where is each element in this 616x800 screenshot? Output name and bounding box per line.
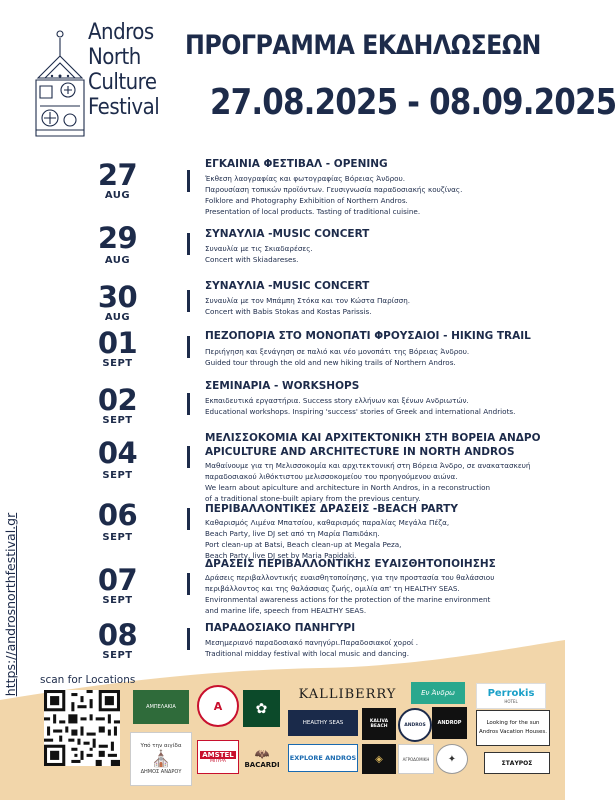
event-day: 07 xyxy=(97,563,138,597)
festival-name-line: Culture xyxy=(88,70,157,95)
event-line: and marine life, speech from HEALTHY SEAS. xyxy=(205,606,367,615)
festival-logo-icon xyxy=(30,18,88,138)
festival-name-line: Andros xyxy=(88,20,154,45)
qr-code-icon[interactable] xyxy=(44,690,120,766)
ev-andros-logo xyxy=(411,682,465,704)
event-month: SEPT xyxy=(102,358,133,369)
event-line: παραδοσιακού λιθόκτιστου μελισσοκομείου του προηγούμενου αιώνα. xyxy=(205,472,458,481)
kalliberry-label: KALLIBERRY xyxy=(298,686,397,702)
kaliva-label: KALIVA BEACH xyxy=(369,719,389,729)
perrokis-label: Perrokis xyxy=(487,688,535,699)
agrodomiki-label: ΑΓΡΟΔΟΜΙΚΗ xyxy=(402,756,430,762)
event-month: SEPT xyxy=(102,470,133,481)
event-title: ΔΡΑΣΕΙΣ ΠΕΡΙΒΑΛΛΟΝΤΙΚΗΣ ΕΥΑΙΣΘΗΤΟΠΟΙΗΣΗΣ xyxy=(205,558,496,570)
event-line: Συναυλία με τον Μπάμπη Στόκα και τον Κώστα Παρίσση. xyxy=(205,296,411,305)
bacardi-logo: 🦇 BACARDI xyxy=(244,747,280,769)
androp-logo xyxy=(432,707,467,739)
event-line: Δράσεις περιβαλλοντικής ευαισθητοποίησης, για την προστασία του θαλάσσιου xyxy=(205,573,495,582)
explore-andros-logo xyxy=(288,744,358,772)
event-divider xyxy=(187,573,190,595)
club-logo: Α xyxy=(197,685,239,727)
page-title: ΠΡΟΓΡΑΜΜΑ ΕΚΔΗΛΩΣΕΩΝ xyxy=(185,30,541,61)
green-logo: ✿ xyxy=(243,690,280,727)
festival-name-line: Festival xyxy=(88,95,160,120)
vacation-line: Looking for the sun xyxy=(486,720,540,726)
ypo-aigida-label: Υπό την αιγίδα xyxy=(140,743,182,749)
event-day: 04 xyxy=(97,436,138,470)
date-range: 27.08.2025 - 08.09.2025 xyxy=(210,82,616,123)
dimos-andrου-logo: Υπό την αιγίδα ⛪ ΔΗΜΟΣ ΑΝΔΡΟΥ xyxy=(130,732,192,786)
event-line: of a traditional stone-built apiary from the previous century. xyxy=(205,494,421,503)
event-day: 08 xyxy=(97,618,138,652)
event-title-en: APICULTURE AND ARCHITECTURE IN NORTH ANDROS xyxy=(205,446,515,458)
event-line: Μεσημεριανό παραδοσιακό πανηγύρι.Παραδοσιακοί χοροί . xyxy=(205,638,419,647)
seal-logo: ✦ xyxy=(436,744,468,774)
event-line: Environmental awareness actions for the protection of the marine environment xyxy=(205,595,491,604)
event-divider xyxy=(187,170,190,192)
website-url[interactable]: https://androsnorthfestival.gr xyxy=(3,512,18,697)
event-line: Μαθαίνουμε για τη Μελισσοκομία και αρχιτεκτονική στη Βόρεια Άνδρο, σε ανακατασκευή xyxy=(205,461,531,470)
event-day: 27 xyxy=(97,158,138,192)
andros-label: ANDROS xyxy=(404,722,426,728)
dark-logo: ◈ xyxy=(362,744,396,774)
event-divider xyxy=(187,290,190,312)
event-line: Έκθεση λαογραφίας και φωτογραφίας Βόρειας Άνδρου. xyxy=(205,174,406,183)
event-month: AUG xyxy=(104,255,131,266)
amstel-label: AMSTEL xyxy=(202,750,234,759)
healthy-seas-label: HEALTHY SEAS xyxy=(302,720,344,726)
andros-badge xyxy=(398,708,432,742)
stavros-label: ΣΤΑΥΡΟΣ xyxy=(501,759,533,767)
event-divider xyxy=(187,233,190,255)
androp-label: ANDROP xyxy=(437,720,462,726)
event-divider xyxy=(187,508,190,530)
event-divider xyxy=(187,393,190,415)
amstel-sub: ΜΠΥΡΑ xyxy=(210,758,226,764)
event-divider xyxy=(187,336,190,358)
healthy-seas-logo xyxy=(288,710,358,736)
event-line: Concert with Babis Stokas and Kostas Parissis. xyxy=(205,307,372,316)
event-line: Beach Party, live DJ set by Maria Papidaki. xyxy=(205,551,357,560)
event-title: ΣΥΝΑΥΛΙΑ -MUSIC CONCERT xyxy=(205,280,370,292)
event-day: 02 xyxy=(97,383,138,417)
event-line: περιβάλλοντος και της θαλάσσιας ζωής, ομιλία απ' τη HEALTHY SEAS. xyxy=(205,584,460,593)
explore-label: EXPLORE ANDROS xyxy=(289,754,357,762)
agrodomiki-logo xyxy=(398,744,434,774)
event-title: ΠΕΡΙΒΑΛΛΟΝΤΙΚΕΣ ΔΡΑΣΕΙΣ -BEACH PARTY xyxy=(205,503,458,515)
event-line: Educational workshops. Inspiring 'success' stories of Greek and international Andriots. xyxy=(205,407,516,416)
event-title: ΠΕΖΟΠΟΡΙΑ ΣΤΟ ΜΟΝΟΠΑΤΙ ΦΡΟΥΣΑΙΟΙ - HIKING TRAIL xyxy=(205,330,531,342)
event-divider xyxy=(187,446,190,468)
ev-andros-label: Εν Άνδρω xyxy=(421,689,455,697)
kalliberry-logo xyxy=(295,683,400,705)
stavros-logo xyxy=(484,752,550,774)
event-line: Presentation of local products. Tasting of traditional cuisine. xyxy=(205,207,421,216)
event-line: We learn about apiculture and architecture in North Andros, in a reconstruction xyxy=(205,483,491,492)
event-title: ΜΕΛΙΣΣΟΚΟΜΙΑ ΚΑΙ ΑΡΧΙΤΕΚΤΟΝΙΚΗ ΣΤΗ ΒΟΡΕΙΑ ΑΝΔΡΟ xyxy=(205,432,541,444)
event-line: Εκπαιδευτικά εργαστήρια. Success story ελλήνων και ξένων Ανδριωτών. xyxy=(205,396,469,405)
festival-name-line: North xyxy=(88,45,141,70)
event-day: 30 xyxy=(97,280,138,314)
event-month: SEPT xyxy=(102,595,133,606)
event-month: SEPT xyxy=(102,650,133,661)
festival-name xyxy=(88,20,159,120)
event-month: AUG xyxy=(104,190,131,201)
event-line: Port clean-up at Batsi, Beach clean-up at Megala Peza, xyxy=(205,540,402,549)
event-title: ΕΓΚΑΙΝΙΑ ΦΕΣΤΙΒΑΛ - OPENING xyxy=(205,158,388,170)
event-title: ΠΑΡΑΔΟΣΙΑΚΟ ΠΑΝΗΓΥΡΙ xyxy=(205,622,356,634)
event-title: ΣΕΜΙΝΑΡΙΑ - WORKSHOPS xyxy=(205,380,360,392)
event-line: Guided tour through the old and new hiking trails of Northern Andros. xyxy=(205,358,456,367)
vacation-houses-logo xyxy=(476,710,550,746)
event-line: Traditional midday festival with local music and dancing. xyxy=(205,649,410,658)
event-line: Συναυλία με τις Σκιαδαρέσες. xyxy=(205,244,313,253)
event-month: AUG xyxy=(104,312,131,323)
event-title: ΣΥΝΑΥΛΙΑ -MUSIC CONCERT xyxy=(205,228,370,240)
perrokis-logo xyxy=(476,683,546,709)
event-line: Folklore and Photography Exhibition of Northern Andros. xyxy=(205,196,408,205)
event-month: SEPT xyxy=(102,532,133,543)
dimos-label: ΔΗΜΟΣ ΑΝΔΡΟΥ xyxy=(140,769,182,775)
event-line: Παρουσίαση τοπικών προϊόντων. Γευσιγνωσία παραδοσιακής κουζίνας. xyxy=(205,185,463,194)
event-day: 01 xyxy=(97,326,138,360)
scan-label: scan for Locations xyxy=(40,674,136,686)
ampelakia-label: ΑΜΠΕΛΑΚΙΑ xyxy=(146,704,176,710)
amstel-logo xyxy=(197,740,239,774)
vacation-line: Andros Vacation Houses. xyxy=(478,729,548,735)
bacardi-label: BACARDI xyxy=(244,761,280,769)
event-day: 29 xyxy=(97,221,138,255)
perrokis-sub: HOTEL xyxy=(504,699,518,704)
event-line: Concert with Skiadareses. xyxy=(205,255,299,264)
event-line: Περιήγηση και ξενάγηση σε παλιό και νέο μονοπάτι της Βόρειας Άνδρου. xyxy=(205,347,470,356)
kaliva-logo xyxy=(362,708,396,740)
event-line: Beach Party, live DJ set από τη Μαρία Παπιδάκη. xyxy=(205,529,380,538)
event-day: 06 xyxy=(97,498,138,532)
event-line: Καθαρισμός Λιμένα Μπατσίου, καθαρισμός παραλίας Μεγάλα Πέζα, xyxy=(205,518,450,527)
event-month: SEPT xyxy=(102,415,133,426)
ampelakia-logo xyxy=(133,690,189,724)
